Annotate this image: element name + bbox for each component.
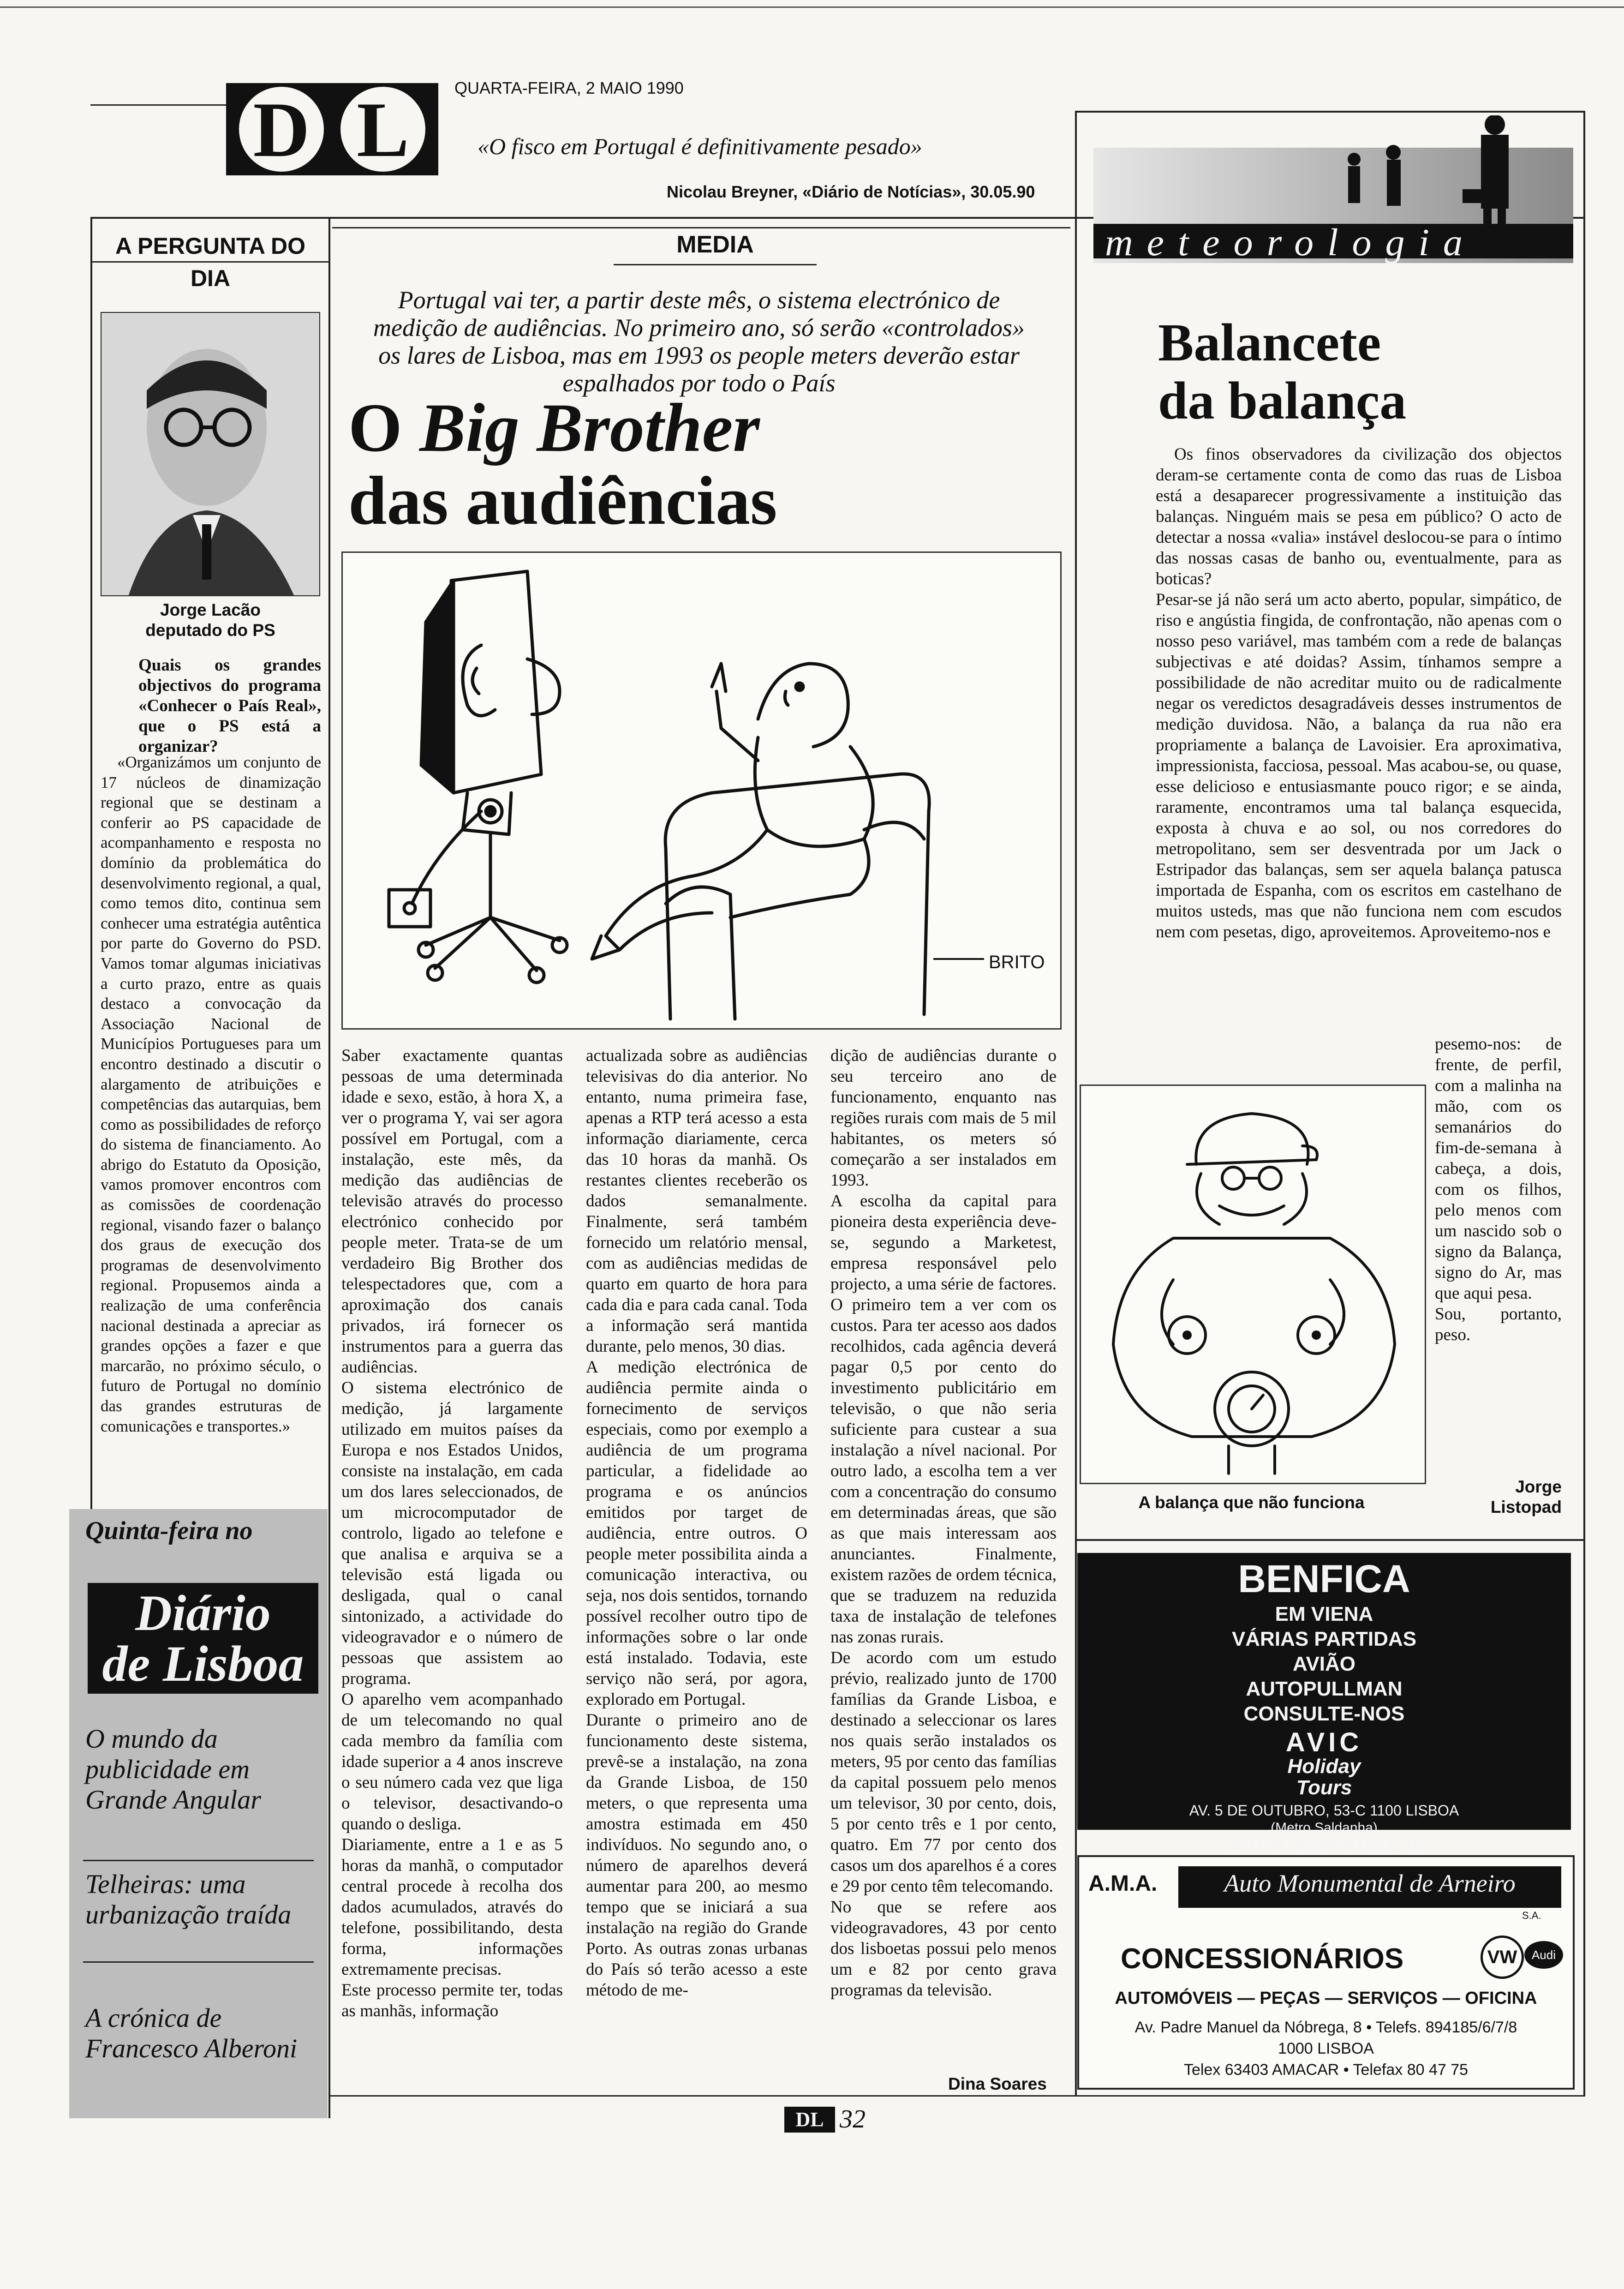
promo-heading: Quinta-feira no (85, 1516, 253, 1545)
meteo-top-rule (1075, 111, 1585, 113)
avic-logo: AVIC (1285, 1727, 1363, 1757)
media-section-underline (614, 264, 817, 265)
holiday-logo: Holiday (1287, 1755, 1361, 1778)
vw-logo-icon: VW (1481, 1935, 1524, 1979)
headline-italic: Big Brother (419, 389, 760, 466)
audi-logo-icon: Audi (1524, 1941, 1563, 1969)
meteo-wrap-text: pesemo-nos: de frente, de perfil, com a malinha na mão, com os semanários do fim-de-semana à cabeça, a dois, com os filhos, pelo menos com um nascido sob o signo da Balança, signo do Ar, mas que aqui pesa. Sou, portanto, peso. (1435, 1035, 1562, 1344)
issue-date: QUARTA-FEIRA, 2 MAIO 1990 (454, 78, 684, 97)
dl-logo (226, 83, 438, 175)
benfica-address: AV. 5 DE OUTUBRO, 53-C 1100 LISBOA (1189, 1802, 1459, 1819)
pergunta-question: Quais os grandes objectivos do programa «Conhecer o País Real», que o PS está a organizar? (138, 656, 321, 756)
pergunta-heading: A PERGUNTA DO DIA (115, 233, 306, 291)
ama-services: AUTOMÓVEIS — PEÇAS — SERVIÇOS — OFICINA (1115, 1989, 1537, 2008)
quote-source: Nicolau Breyner, «Diário de Notícias», 30.05.90 (667, 182, 1035, 201)
benfica-title: BENFICA (1238, 1557, 1410, 1600)
benfica-phones: 54 77 69 / 57 29 70 / 52 11 16 (1226, 1837, 1422, 1854)
promo-divider-1 (83, 1860, 314, 1861)
ama-label: A.M.A. (1088, 1871, 1158, 1896)
promo-item-2[interactable]: Telheiras: uma urbanização traída (85, 1869, 292, 1929)
top-edge-rule (0, 6, 1624, 8)
frame-col-rule-2 (1075, 111, 1077, 2095)
ama-title: CONCESSIONÁRIOS (1121, 1943, 1404, 1975)
ama-ad[interactable] (1077, 1855, 1575, 2090)
meteo-title-line2: da balança (1158, 372, 1407, 431)
meteo-body: Os finos observadores da civilização dos objectos deram-se certamente conta de como das ruas de Lisboa está a desaparecer progressivamente a instituição das balanças. Ninguém mais se pesa em público? O acto de detectar a nossa «valia» instável deslocou-se para o íntimo das nossas casas de banho ou, eventualmente, para as boticas? Pesar-se já não será um acto aberto, popular, simpático, de riso e angústia fingida, de confrontação, não apenas com o nosso peso variável, mas também com a rede de balanças subjectivas e até doidas? Assim, tínhamos sempre a possibilidade de não acreditar muito ou de radicalmente negar os veredictos desagradáveis desses instrumentos de medição duvidosa. Não, a balança da rua não era propriamente a balança de Lavoisier. Era aproximativa, impressionista, facciosa, pessoal. Mas acabou-se, ou quase, esse delicioso e entusiasmante pouco rigor; e se ainda, raramente, encontramos uma tal balança esquecida, exposta à chuva e ao sol, ou nos corredores do metropolitano, sem ser desventrada por um Jack o Estripador das balanças, sem ser aquela balança patusca importada de Espanha, com os escritos em castelhano de muitos usteds, mas que não funciona nem com escudos nem com pesetas, digo, aproveitemos. Aproveitemo-nos e (1156, 445, 1562, 941)
portrait-image (101, 312, 320, 596)
ama-address-1: Av. Padre Manuel da Nóbrega, 8 • Telefs. 894185/6/7/8 (1134, 2019, 1517, 2036)
meteo-author-line2: Listopad (1490, 1498, 1562, 1516)
pergunta-heading-rule (92, 261, 328, 263)
pergunta-answer: «Organizámos um conjunto de 17 núcleos de dinamização regional que se destinam a conferir ao PS capacidade de acompanhamento e resposta no domínio da problemática do desenvolvimento regional, a qual, como temos dito, continua sem conhecer uma estratégia autêntica por parte do Governo do PSD. Vamos tomar algumas iniciativas a curto prazo, entre as quais destaco a convocação da Associação Nacional de Municípios Portugueses para um encontro destinado a discutir o alargamento de atribuições e competências das autarquias, bem como as possibilidades de reforço do sistema de financiamento. Ao abrigo do Estatuto da Oposição, vamos promover encontros com as comissões de coordenação regional, visando fazer o balanço dos graus de execução dos programas de desenvolvimento regional. Propusemos ainda a realização de uma conferência nacional destinada a apreciar as grandes opções a fazer e que marcarão, no próximo século, o futuro de Portugal no domínio das grandes estruturas de comunicações e transportes.» (101, 753, 321, 1435)
scale-man-cartoon (1081, 1086, 1425, 1483)
tours-logo: Tours (1296, 1776, 1352, 1799)
benfica-line2: VÁRIAS PARTIDAS (1231, 1628, 1417, 1650)
benfica-line4: AUTOPULLMAN (1246, 1678, 1403, 1700)
media-top-rule (332, 227, 1070, 228)
media-column-2: actualizada sobre as audiências televisivas do dia anterior. No entanto, numa primeira fase, apenas a RTP terá acesso a esta informação diariamente, cerca das 10 horas da manhã. Os restantes clientes receberão os dados semanalmente. Finalmente, será também fornecido um relatório mensal, com as audiências medidas de quarto em quarto de hora para cada dia e para cada canal. Toda a informação será mantida durante, pelo menos, 30 dias. A medição electrónica de audiência permite ainda o fornecimento de serviços especiais, como por exemplo a audiência de um programa particular, a fidelidade ao programa e os anúncios emitidos por target de audiência, entre outros. O people meter possibilita ainda a comunicação interactiva, ou seja, nos dois sentidos, tornando possível recolher outro tipo de informações sobre o lar onde está instalado. Todavia, este serviço não será, por agora, explorado em Portugal. Durante o primeiro ano de funcionamento deste sistema, prevê-se a instalação, na zona da Grande Lisboa, de 150 meters, o que representa uma amostra estimada em 450 indivíduos. No segundo ano, o número de aparelhos deverá aumentar para 200, ao mesmo tempo que se iniciará a sua instalação na região do Grande Porto. As outras zonas urbanas do País só terão acesso a este método de me- (586, 1046, 807, 2000)
scale-cartoon-frame (1080, 1085, 1426, 1484)
tv-watcher-cartoon (343, 553, 1060, 1028)
frame-col-rule-1 (328, 217, 330, 2118)
svg-text:L: L (357, 86, 409, 173)
ama-script-name: Auto Monumental de Arneiro (1224, 1870, 1516, 1897)
dl-logo-mark (226, 83, 438, 175)
benfica-metro: (Metro Saldanha) (1271, 1820, 1378, 1835)
media-author: Dina Soares (948, 2074, 1047, 2093)
benfica-line5: CONSULTE-NOS (1243, 1702, 1405, 1725)
frame-left-rule (90, 217, 92, 1660)
promo-logo-line1: Diário (135, 1585, 271, 1641)
jorge-lacao-photo (101, 312, 320, 596)
masthead-quote: «O fisco em Portugal é definitivamente pesado» (478, 133, 922, 159)
benfica-ad[interactable] (1077, 1553, 1571, 1854)
media-column-3: dição de audiências durante o seu terceiro ano de funcionamento, enquanto nas regiões rurais com mais de 5 mil habitantes, os meters só começarão a ser instalados em 1993. A escolha da capital para pioneira desta experiência deve-se, segundo a Marketest, empresa responsável pelo projecto, a uma série de factores. O primeiro tem a ver com os custos. Para ter acesso aos dados recolhidos, cada agência deverá pagar 0,5 por cento do investimento publicitário em televisão, o que não seria suficiente para custear a sua instalação a nível nacional. Por outro lado, a escolha tem a ver com a concentração do consumo em determinadas áreas, que são as que mais interessam aos anunciantes. Finalmente, existem razões de ordem técnica, que se traduzem na reduzida taxa de instalação de telefones nas zonas rurais. De acordo com um estudo prévio, realizado junto de 1700 famílias da Grande Lisboa, e destinado a seleccionar os lares nos quais serão instalados os meters, 95 por cento das famílias da capital possuem pelo menos um televisor, 30 por cento, dois, 5 por cento três e 1 por cento, quatro. Em 77 por cento dos casos um dos aparelhos é a cores e 29 por cento têm telecomando. No que se refere aos videogravadores, 43 por cento dos lisboetas possui pelo menos um e 82 por cento grava programas da televisão. (830, 1046, 1057, 2000)
footer-rule (328, 2095, 1585, 2097)
media-column-1: Saber exactamente quantas pessoas de uma determinada idade e sexo, estão, à hora X, a ver o programa Y, vai ser agora possível em Portugal, com a instalação, este mês, da medição das audiências de televisão através do processo electrónico conhecido por people meter. Trata-se de um verdadeiro Big Brother dos telespectadores que, com a aproximação dos canais privados, irá fornecer os instrumentos para a guerra das audiências. O sistema electrónico de medição, já largamente utilizado em muitos países da Europa e nos Estados Unidos, consiste na instalação, em cada um dos lares seleccionados, de um microcomputador de controlo, ligado ao telefone e que analisa e arquiva se a televisão está ligada ou desligada, qual o canal sintonizado, a actividade do videogravador e o número de pessoas que assistem ao programa. O aparelho vem acompanhado de um telecomando no qual cada membro da família com idade superior a 4 anos inscreve o seu número cada vez que liga o televisor, desactivando-o quando o desliga. Diariamente, entre a 1 e as 5 horas da manhã, o computador central procede à recolha dos dados acumulados, através do telefone, possibilitando, desta forma, informações extremamente precisas. Este processo permite ter, todas as manhãs, informação (341, 1046, 563, 2020)
promo-item-3[interactable]: A crónica de Francesco Alberoni (85, 2003, 298, 2063)
diario-de-lisboa-logo (88, 1583, 318, 1694)
meteo-banner-text: meteorologia (1105, 221, 1476, 264)
masthead-left-rule (90, 104, 229, 106)
ama-sa: S.A. (1522, 1910, 1541, 1921)
photo-caption-role: deputado do PS (145, 621, 275, 640)
promo-logo-line2: de Lisboa (102, 1636, 304, 1692)
benfica-line3: AVIÃO (1292, 1653, 1356, 1675)
promo-divider-2 (83, 1961, 314, 1963)
meteo-title-line1: Balancete (1158, 313, 1381, 372)
section-label-media: MEDIA (676, 231, 754, 258)
frame-right-rule (1583, 111, 1585, 2095)
cartoon-signature: BRITO (989, 952, 1045, 972)
media-headline-line2: das audiências (348, 462, 777, 539)
meteo-author-line1: Jorge (1515, 1477, 1562, 1496)
media-lead: Portugal vai ter, a partir deste mês, o sistema electrónico de medição de audiências. No primeiro ano, só serão «controlados» os lares de Lisboa, mas em 1993 os people meters deverão estar espalhados por todo o País (373, 286, 1025, 397)
footer-dl-logo: DL (784, 2107, 835, 2133)
benfica-line1: EM VIENA (1275, 1603, 1373, 1625)
scale-cartoon-caption: A balança que não funciona (1138, 1493, 1365, 1512)
ama-address-3: Telex 63403 AMACAR • Telefax 80 47 75 (1183, 2061, 1469, 2079)
page-number: 32 (840, 2105, 866, 2133)
ama-address-2: 1000 LISBOA (1278, 2040, 1374, 2057)
headline-part1: O (348, 389, 420, 466)
media-headline (348, 389, 760, 466)
ads-top-rule (1075, 1539, 1585, 1541)
promo-item-1[interactable]: O mundo da publicidade em Grande Angular (85, 1724, 261, 1815)
photo-caption-name: Jorge Lacão (160, 600, 261, 619)
cartoon-frame (341, 551, 1062, 1030)
svg-text:D: D (253, 86, 310, 173)
